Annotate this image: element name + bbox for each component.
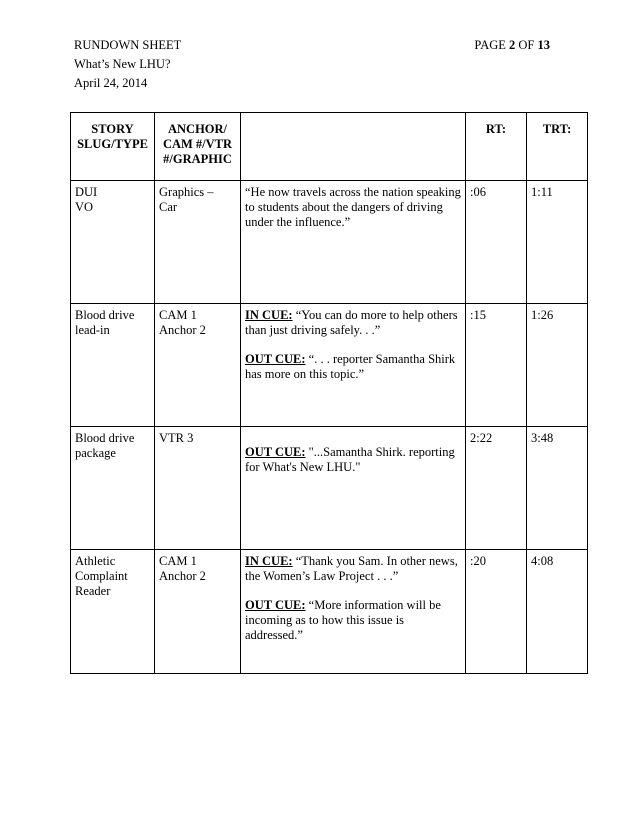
table-row	[71, 304, 588, 427]
page-of: OF	[518, 38, 535, 52]
page-number	[474, 38, 550, 53]
in-cue	[245, 554, 461, 584]
table-row	[71, 181, 588, 304]
out-cue-text: “More information will be incoming as to how this issue is addressed.”	[245, 598, 441, 642]
page-total: 13	[537, 38, 550, 52]
story-slug-cell: Athletic Complaint Reader	[71, 550, 155, 674]
rundown-table	[70, 112, 588, 674]
out-cue-label: OUT CUE:	[245, 445, 306, 459]
anchor-cell: Graphics – Car	[155, 181, 241, 304]
column-header-story: STORY SLUG/TYPE	[71, 113, 155, 181]
page-prefix: PAGE	[474, 38, 506, 52]
cue-cell	[241, 181, 466, 304]
out-cue-label: OUT CUE:	[245, 352, 306, 366]
script-text: “He now travels across the nation speaking to students about the dangers of driving under the influence.”	[245, 185, 461, 229]
rt-cell: :15	[466, 304, 527, 427]
out-cue	[245, 598, 461, 643]
sheet-title: RUNDOWN SHEET	[74, 38, 182, 52]
table-row	[71, 427, 588, 550]
anchor-cell: CAM 1 Anchor 2	[155, 550, 241, 674]
table-row	[71, 550, 588, 674]
out-cue	[245, 352, 461, 382]
out-cue-label: OUT CUE:	[245, 598, 306, 612]
trt-cell: 1:26	[527, 304, 588, 427]
cue-cell	[241, 550, 466, 674]
rt-cell: :06	[466, 181, 527, 304]
page-current: 2	[509, 38, 516, 52]
column-header-anchor: ANCHOR/ CAM #/VTR #/GRAPHIC	[155, 113, 241, 181]
out-cue-text: "...Samantha Shirk. reporting for What's New LHU."	[245, 445, 455, 474]
in-cue-text: “You can do more to help others than just driving safely. . .”	[245, 308, 458, 337]
show-title: What’s New LHU?	[74, 57, 171, 71]
column-header-rt: RT:	[466, 113, 527, 181]
cue-cell	[241, 427, 466, 550]
out-cue	[245, 445, 461, 475]
table-header-row	[71, 113, 588, 181]
in-cue-label: IN CUE:	[245, 308, 293, 322]
story-slug-cell: DUI VO	[71, 181, 155, 304]
in-cue	[245, 308, 461, 338]
trt-cell: 1:11	[527, 181, 588, 304]
cue-cell	[241, 304, 466, 427]
rt-cell: :20	[466, 550, 527, 674]
rt-cell: 2:22	[466, 427, 527, 550]
out-cue-text: “. . . reporter Samantha Shirk has more on this topic.”	[245, 352, 456, 381]
anchor-cell: CAM 1 Anchor 2	[155, 304, 241, 427]
trt-cell: 3:48	[527, 427, 588, 550]
rundown-date: April 24, 2014	[74, 76, 148, 90]
trt-cell: 4:08	[527, 550, 588, 674]
column-header-trt: TRT:	[527, 113, 588, 181]
in-cue-text: “Thank you Sam. In other news, the Women’s Law Project . . .”	[245, 554, 458, 583]
story-slug-cell: Blood drive lead-in	[71, 304, 155, 427]
column-header-cue	[241, 113, 466, 181]
page-header	[74, 38, 550, 95]
in-cue-label: IN CUE:	[245, 554, 293, 568]
story-slug-cell: Blood drive package	[71, 427, 155, 550]
anchor-cell: VTR 3	[155, 427, 241, 550]
